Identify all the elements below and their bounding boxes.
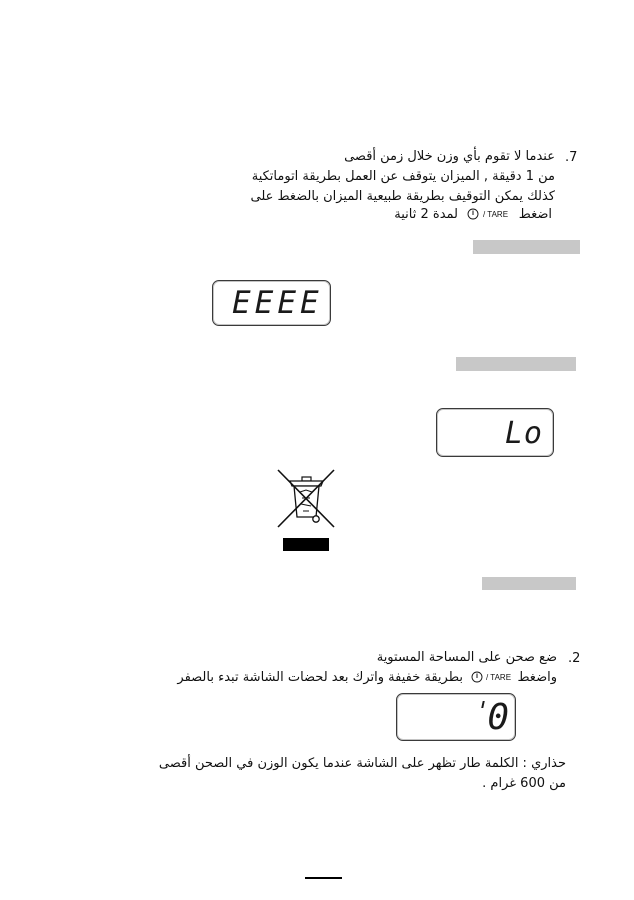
lcd-display-zero <box>396 693 516 741</box>
disposal-underline-bar <box>283 538 329 551</box>
press-label: واضغط <box>517 670 557 685</box>
power-icon <box>471 671 483 683</box>
lcd-readout: EEEE <box>232 285 323 321</box>
power-icon <box>467 208 479 220</box>
press-label: اضغط <box>518 207 552 222</box>
warning-line: حذاري : الكلمة طار تظهر على الشاشة عندما يكون الوزن في الصحن أقصى <box>158 756 566 771</box>
section-divider-bar <box>473 240 580 254</box>
lcd-readout: Lo <box>504 416 543 451</box>
step-number-2: .2 <box>568 651 581 666</box>
page-footer-line <box>305 877 342 879</box>
lcd-display-error <box>212 280 331 326</box>
instruction-line: كذلك يمكن التوقيف بطريقة طبيعية الميزان بالضغط على <box>250 189 555 204</box>
section-divider-bar <box>456 357 576 371</box>
instruction-line: بطريقة خفيفة واترك بعد لحضات الشاشة تبدء بالصفر <box>177 670 463 685</box>
duration-text: لمدة 2 ثانية <box>394 207 458 222</box>
lcd-indicator-mark <box>481 701 484 708</box>
crossed-out-wheelie-bin-icon <box>276 468 336 530</box>
instruction-line: من 1 دقيقة , الميزان يتوقف عن العمل بطريقة اتوماتكية <box>251 169 555 184</box>
tare-label: / TARE <box>486 673 512 682</box>
tare-label: / TARE <box>483 210 509 219</box>
step-number-7: .7 <box>565 150 578 165</box>
section-divider-bar <box>482 577 576 590</box>
instruction-line: ضع صحن على المساحة المستوية <box>376 650 557 665</box>
lcd-display-low <box>436 408 554 457</box>
instruction-line: عندما لا تقوم بأي وزن خلال زمن أقصى <box>344 149 555 164</box>
lcd-readout: 0 <box>487 697 509 738</box>
warning-line: من 600 غرام . <box>482 776 566 791</box>
